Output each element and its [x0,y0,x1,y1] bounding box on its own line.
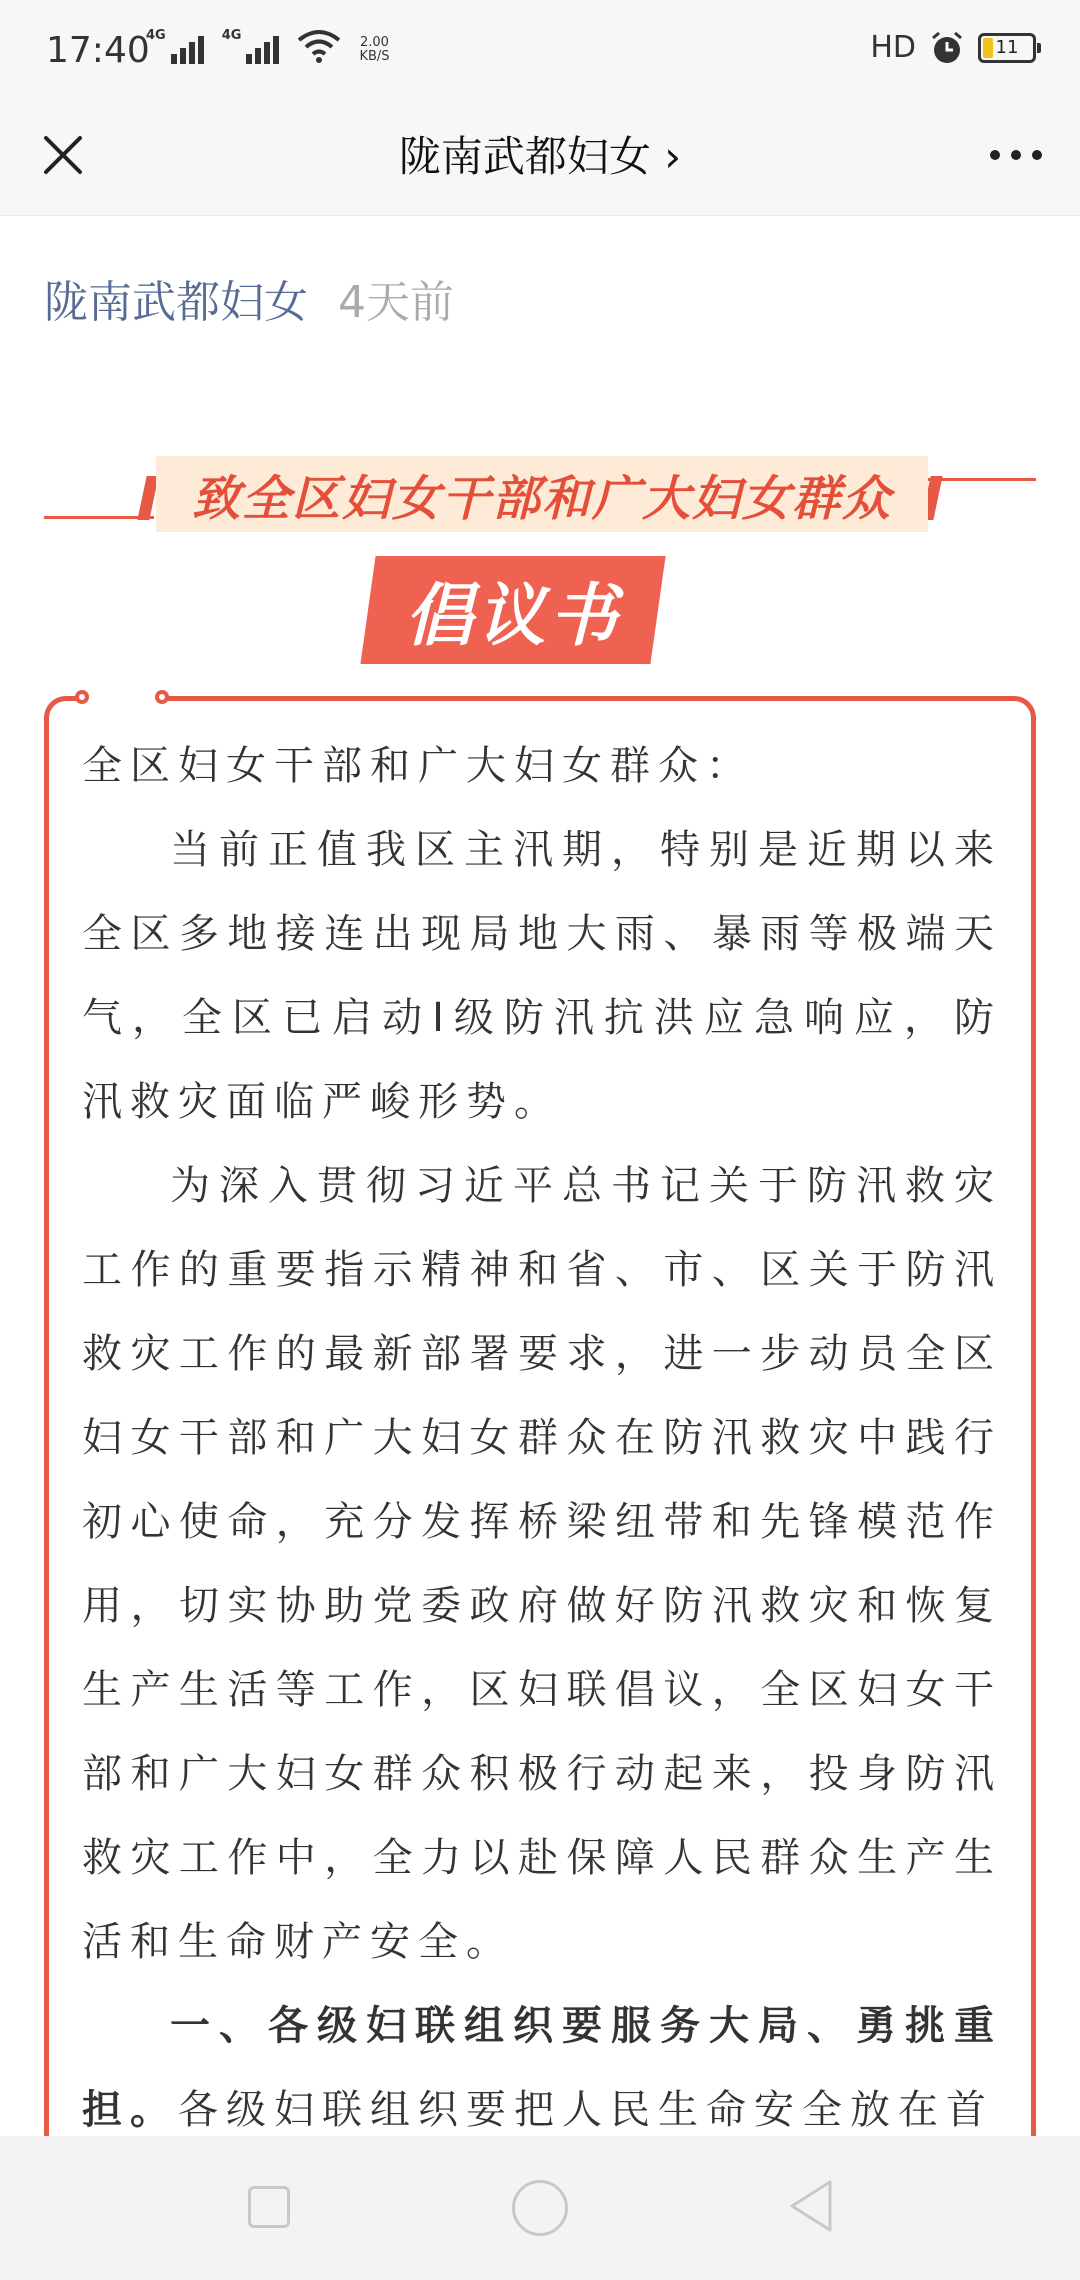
net-speed [359,36,389,64]
account-title-link[interactable]: 陇南武都妇女 › [398,132,682,181]
frame-dot-right [155,690,169,704]
hd-indicator: HD [870,30,916,65]
net-speed-unit: KB/S [359,49,390,64]
author-link[interactable]: 陇南武都妇女 [44,277,308,328]
alarm-icon [930,31,964,65]
status-right [870,30,1036,65]
recents-button[interactable] [248,2186,290,2228]
wifi-icon [297,28,341,64]
publish-time: 4天前 [338,277,454,328]
point-1-heading: 一、各级妇联组织要服务大局、勇挑重担。 [82,2003,1002,2133]
article-body [82,724,1002,2136]
status-time: 17:40 [46,30,150,71]
article-content[interactable] [0,216,1080,2136]
signal-1-label: 4G [146,28,166,43]
signal-1-icon [146,28,204,64]
proposal-title: 倡议书 [404,576,621,656]
more-icon [989,149,1043,161]
frame-dot-left [75,690,89,704]
more-button[interactable] [976,124,1056,186]
salutation: 全区妇女干部和广大妇女群众： [82,743,754,789]
battery-icon [978,33,1036,63]
headline-banner [44,446,1036,556]
paragraph-2: 为深入贯彻习近平总书记关于防汛救灾工作的重要指示精神和省、市、区关于防汛救灾工作的最新部署要求，进一步动员全区妇女干部和广大妇女群众在防汛救灾中践行初心使命，充分发挥桥梁纽带和先锋模范作用，切实协助党委政府做好防汛救灾和恢复生产生活等工作，区妇联倡议，全区妇女干部和广大妇女群众积极行动起来，投身防汛救灾工作中，全力以赴保障人民群众生产生活和生命财产安全。 [82,1163,1002,1965]
battery-level: 11 [995,36,1019,58]
status-bar [0,0,1080,100]
signal-2-icon [221,28,280,64]
article-meta [44,266,454,330]
back-button[interactable] [786,2178,836,2234]
net-speed-value: 2.00 [360,35,389,50]
system-navigation-bar [0,2136,1080,2280]
frame-gap [77,693,161,705]
signal-2-label: 4G [221,28,242,43]
point-1-body: 各级妇联组织要把人民生命安全放在首 [178,2087,994,2133]
paragraph-1: 当前正值我区主汛期，特别是近期以来全区多地接连出现局地大雨、暴雨等极端天气，全区已启动Ⅰ级防汛抗洪应急响应，防汛救灾面临严峻形势。 [82,827,1002,1125]
title-bar [0,100,1080,216]
banner-line-right [926,478,1036,481]
banner-text: 致全区妇女干部和广大妇女群众 [191,470,892,527]
network-indicators [146,28,390,64]
home-button[interactable] [512,2180,568,2236]
paragraph-3 [82,1984,1002,2136]
